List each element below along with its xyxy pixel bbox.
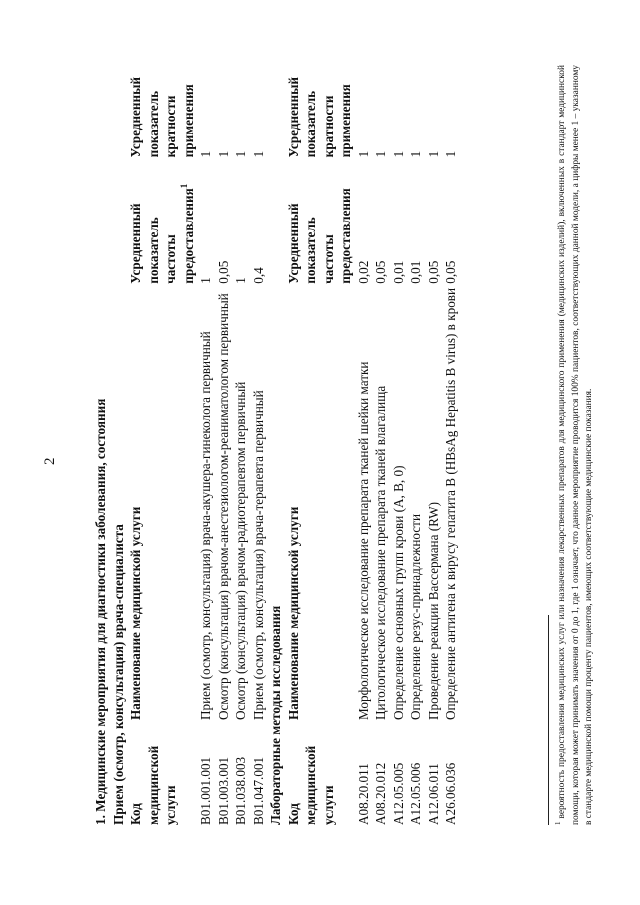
multiplicity-value: 1 <box>373 150 388 158</box>
frequency-value: 1 <box>233 277 248 284</box>
service-name: Осмотр (консультация) врачом-радиотерапевтом первичный <box>233 381 248 721</box>
subsection-title: Прием (осмотр, консультация) врача-специалиста <box>110 524 126 825</box>
footnote-text: вероятность предоставления медицинских услуг или назначения лекарственных препаратов для медицинского применения (медицинских изделий), включенных в стандарт медицинской помощи, которая может принимать значения от 0 до 1, где 1 означает, что данное мероприятие проводится 100% пациентов, соответствующих данной модели, а цифры менее 1 – указанному в стандарте медицинской помощи проценту пациентов, имеющих соответствующие медицинские показания. <box>557 65 594 825</box>
service-code: B01.047.001 <box>250 756 266 825</box>
service-name: Морфологическое исследование препарата тканей шейки матки <box>355 361 371 721</box>
footnote-reference: 1 <box>178 183 189 189</box>
header-name: Наименование медицинской услуги <box>285 506 301 721</box>
table-row <box>390 35 408 825</box>
service-name: Определение резус-принадлежности <box>408 513 423 721</box>
frequency-value: 1 <box>198 277 213 284</box>
header-name: Наименование медицинской услуги <box>128 506 143 721</box>
section-heading: 1. Медицинские мероприятия для диагностики заболевания, состояния <box>93 398 108 825</box>
header-line: показатель <box>303 217 318 284</box>
sections-container <box>110 35 460 825</box>
multiplicity-value: 1 <box>390 150 406 158</box>
header-line: Усредненный <box>285 203 301 284</box>
table-row <box>197 35 215 825</box>
frequency-value: 0,01 <box>390 260 406 284</box>
frequency-value: 0,05 <box>215 260 231 284</box>
subsection-title: Лабораторные методы исследования <box>268 605 283 825</box>
header-line: Усредненный <box>128 203 143 284</box>
service-name: Прием (осмотр, консультация) врача-терапевта первичный <box>250 390 266 721</box>
table-row <box>232 35 250 825</box>
service-code: A08.20.012 <box>373 762 388 825</box>
frequency-value: 0,05 <box>425 260 441 284</box>
header-line: показатель <box>145 217 161 284</box>
service-code: A26.06.036 <box>443 762 458 825</box>
service-name: Проведение реакции Вассермана (RW) <box>425 501 441 721</box>
services-table <box>285 35 460 825</box>
services-table <box>127 35 267 825</box>
service-code: A08.20.011 <box>355 763 371 825</box>
multiplicity-value: 1 <box>198 150 213 158</box>
header-line: показатель <box>145 90 161 158</box>
header-line: медицинской <box>303 745 318 825</box>
header-line: частоты <box>163 234 178 284</box>
header-line: кратности <box>163 95 178 158</box>
table-header-row <box>127 35 197 825</box>
service-code: A12.05.005 <box>390 762 406 825</box>
footnote-separator <box>548 615 549 825</box>
header-line: Усредненный <box>128 77 143 158</box>
multiplicity-value: 1 <box>250 150 266 158</box>
header-line: Код <box>285 803 301 825</box>
frequency-value: 0,4 <box>250 267 266 284</box>
header-line: кратности <box>320 95 336 158</box>
frequency-value: 0,01 <box>408 260 423 284</box>
header-line: услуги <box>320 785 336 825</box>
multiplicity-value: 1 <box>355 150 371 158</box>
header-line: Код <box>128 803 143 825</box>
header-code <box>127 720 197 825</box>
service-name: Цитологическое исследование препарата тканей влагалища <box>373 385 388 721</box>
service-code: A12.06.011 <box>425 763 441 825</box>
footnote <box>556 65 597 825</box>
frequency-value: 0,02 <box>355 260 371 284</box>
service-code: A12.05.006 <box>408 762 423 825</box>
header-line-text: предоставления <box>180 188 196 284</box>
frequency-value: 0,05 <box>373 260 388 284</box>
header-line: медицинской <box>145 745 161 825</box>
service-name: Осмотр (консультация) врачом-анестезиологом-реаниматологом первичный <box>215 293 231 721</box>
header-line: услуги <box>163 785 178 825</box>
service-code: B01.003.001 <box>215 756 231 825</box>
table-row <box>215 35 233 825</box>
header-multiplicity <box>285 35 355 157</box>
page-number: 2 <box>42 457 58 465</box>
frequency-value: 0,05 <box>443 260 458 284</box>
header-frequency <box>127 157 197 283</box>
header-line: применения <box>338 84 353 158</box>
table-row <box>372 35 390 825</box>
header-multiplicity <box>127 35 197 157</box>
header-code <box>285 720 355 825</box>
table-row <box>442 35 460 825</box>
service-name: Определение антигена к вирусу гепатита B (HBsAg Hepatitis B virus) в крови <box>443 287 458 721</box>
header-line <box>180 157 198 283</box>
service-name: Прием (осмотр, консультация) врача-акушера-гинеколога первичный <box>198 331 213 721</box>
multiplicity-value: 1 <box>443 150 458 158</box>
table-row <box>355 35 373 825</box>
multiplicity-value: 1 <box>425 150 441 158</box>
header-line: Усредненный <box>285 77 301 158</box>
header-line: предоставления <box>338 188 353 284</box>
header-line: показатель <box>303 90 318 158</box>
document-body <box>92 35 460 825</box>
table-row <box>407 35 425 825</box>
header-line: частоты <box>320 234 336 284</box>
multiplicity-value: 1 <box>233 150 248 158</box>
table-row <box>425 35 443 825</box>
footnote-mark: 1 <box>554 821 562 825</box>
multiplicity-value: 1 <box>408 150 423 158</box>
table-row <box>250 35 268 825</box>
table-header-row <box>285 35 355 825</box>
service-code: B01.001.001 <box>198 756 213 825</box>
header-frequency <box>285 157 355 283</box>
service-name: Определение основных групп крови (A, B, 0) <box>390 465 406 721</box>
multiplicity-value: 1 <box>215 150 231 158</box>
service-code: B01.038.003 <box>233 756 248 825</box>
header-line: применения <box>180 84 196 158</box>
